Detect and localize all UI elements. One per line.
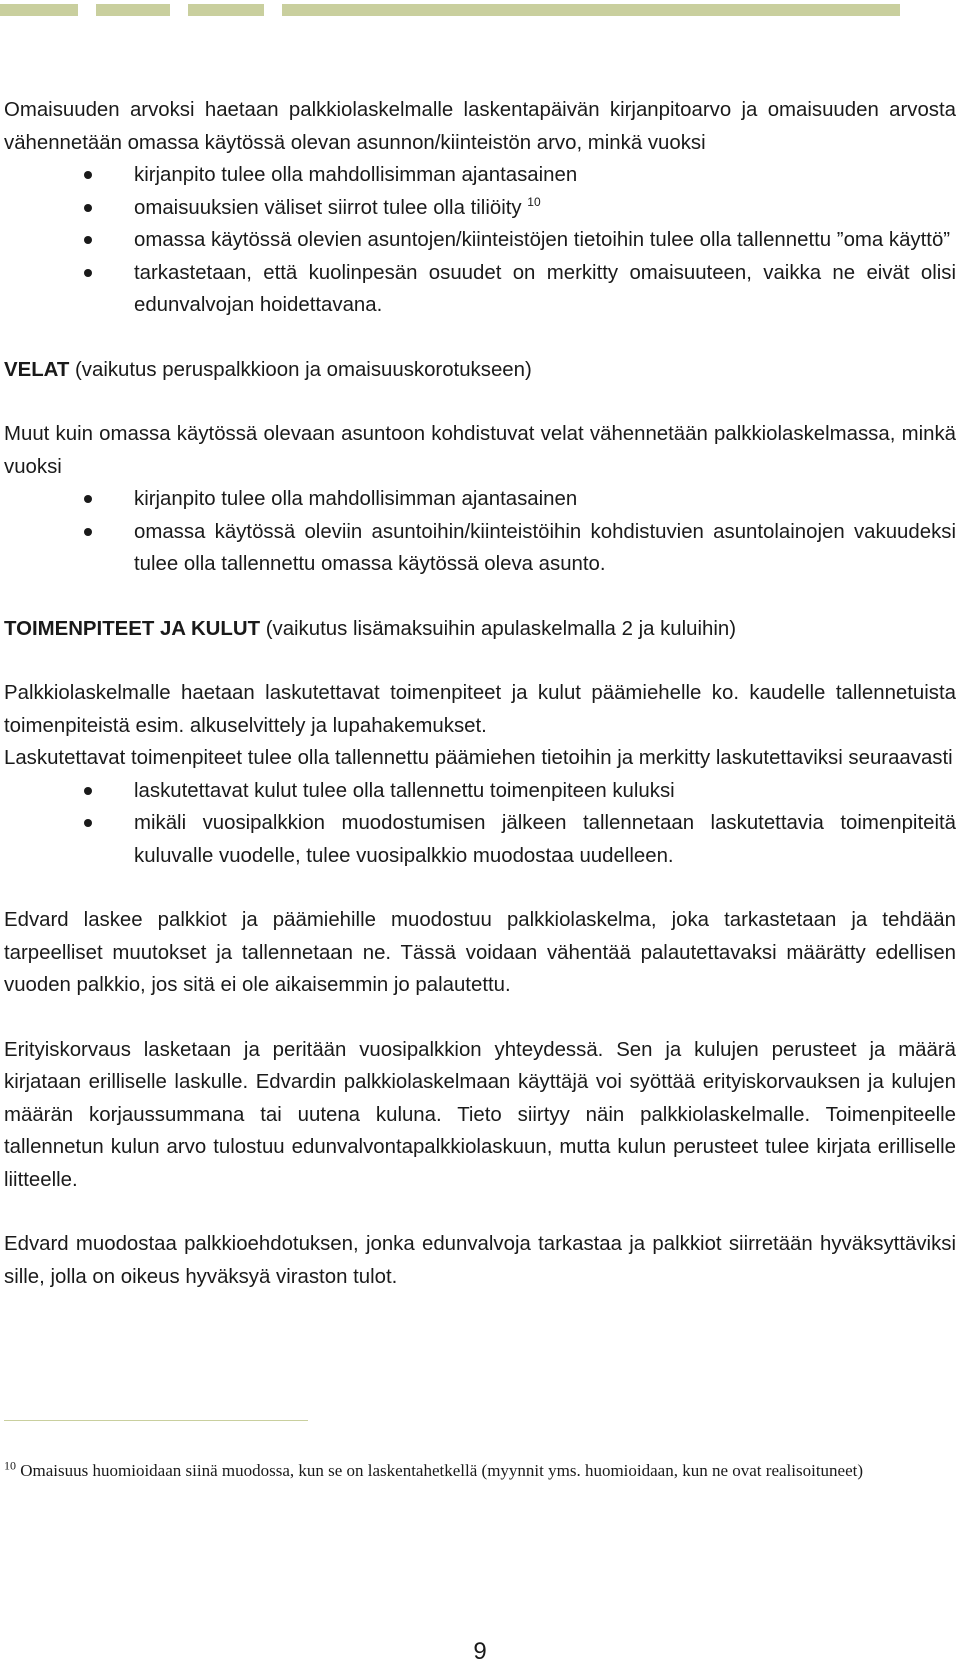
footnote-separator <box>4 1420 308 1421</box>
list-item: omassa käytössä olevien asuntojen/kiinteistöjen tietoihin tulee olla tallennettu ”oma käyttö” <box>4 224 956 257</box>
footnote-text: Omaisuus huomioidaan siinä muodossa, kun se on laskentahetkellä (myynnit yms. huomioidaan, kun ne ovat realisoituneet) <box>20 1461 864 1480</box>
paragraph-velat: Muut kuin omassa käytössä olevaan asuntoon kohdistuvat velat vähennetään palkkiolaskelmassa, minkä vuoksi <box>4 423 956 478</box>
list-laskutettavat <box>4 775 956 873</box>
bullet-icon <box>84 269 92 277</box>
bullet-icon <box>84 787 92 795</box>
paragraph-palkkiolaskelma: Edvard laskee palkkiot ja päämiehille muodostuu palkkiolaskelma, joka tarkastetaan ja tehdään tarpeelliset muutokset ja tallennetaan ne. Tässä voidaan vähentää palautettavaksi määrätty edellisen vuoden palkkio, jos sitä ei ole aikaisemmin jo palautettu. <box>4 909 956 996</box>
list-item: mikäli vuosipalkkion muodostumisen jälkeen tallennetaan laskutettavia toimenpiteitä kuluvalle vuodelle, tulee vuosipalkkio muodostaa uudelleen. <box>4 807 956 872</box>
document-body <box>4 94 956 1293</box>
footnote <box>4 1458 954 1483</box>
list-item: laskutettavat kulut tulee olla tallennettu toimenpiteen kuluksi <box>4 775 956 808</box>
list-item: tarkastetaan, että kuolinpesän osuudet on merkitty omaisuuteen, vaikka ne eivät olisi edunvalvojan hoidettavana. <box>4 257 956 322</box>
paragraph-erityiskorvaus: Erityiskorvaus lasketaan ja peritään vuosipalkkion yhteydessä. Sen ja kulujen perusteet ja määrä kirjataan erilliselle laskulle. Edvardin palkkiolaskelmaan käyttäjä voi syöttää erityiskorvauksen ja kulujen määrän korjaussummana tai uutena kuluna. Tieto siirtyy näin palkkiolaskelmalle. Toimenpiteelle tallennetun kulun arvo tulostuu edunvalvontapalkkiolaskuun, mutta kulun perusteet tulee kirjata erilliselle liitteelle. <box>4 1038 956 1191</box>
header-bar-segment <box>96 4 170 16</box>
paragraph-toimenpiteet: Palkkiolaskelmalle haetaan laskutettavat toimenpiteet ja kulut päämiehelle ko. kaudelle tallennetuista toimenpiteistä esim. alkuselvittely ja lupahakemukset. <box>4 682 956 737</box>
bullet-icon <box>84 204 92 212</box>
paragraph-laskutettavat: Laskutettavat toimenpiteet tulee olla tallennettu päämiehen tietoihin ja merkitty laskutettaviksi seuraavasti <box>4 747 953 769</box>
list-item: omaisuuksien väliset siirrot tulee olla tiliöity $^{10}$ <box>4 192 956 225</box>
header-bar-segment <box>282 4 900 16</box>
header-bar-segment <box>0 4 78 16</box>
footnote-reference: 10 <box>527 194 541 209</box>
header-bar-segment <box>188 4 264 16</box>
list-omaisuus <box>4 159 956 322</box>
bullet-icon <box>84 171 92 179</box>
footnote-number: 10 <box>4 1458 16 1473</box>
paragraph-omaisuus: Omaisuuden arvoksi haetaan palkkiolaskelmalle laskentapäivän kirjanpitoarvo ja omaisuuden arvosta vähennetään omassa käytössä olevan asunnon/kiinteistön arvo, minkä vuoksi <box>4 99 956 154</box>
page-number: 9 <box>473 1638 487 1665</box>
list-velat <box>4 483 956 581</box>
bullet-icon <box>84 819 92 827</box>
list-item: kirjanpito tulee olla mahdollisimman ajantasainen <box>4 483 956 516</box>
section-heading-toimenpiteet: TOIMENPITEET JA KULUT (vaikutus lisämaksuihin apulaskelmalla 2 ja kuluihin) <box>4 617 737 640</box>
list-item: omassa käytössä oleviin asuntoihin/kiinteistöihin kohdistuvien asuntolainojen vakuudeksi tulee olla tallennettu omassa käytössä oleva asunto. <box>4 516 956 581</box>
bullet-icon <box>84 528 92 536</box>
list-item: kirjanpito tulee olla mahdollisimman ajantasainen <box>4 159 956 192</box>
bullet-icon <box>84 236 92 244</box>
section-heading-velat: VELAT (vaikutus peruspalkkioon ja omaisuuskorotukseen) <box>4 358 532 381</box>
bullet-icon <box>84 495 92 503</box>
paragraph-palkkioehdotus: Edvard muodostaa palkkioehdotuksen, jonka edunvalvoja tarkastaa ja palkkiot siirretään hyväksyttäviksi sille, jolla on oikeus hyväksyä viraston tulot. <box>4 1233 956 1288</box>
header-decoration <box>0 4 960 16</box>
